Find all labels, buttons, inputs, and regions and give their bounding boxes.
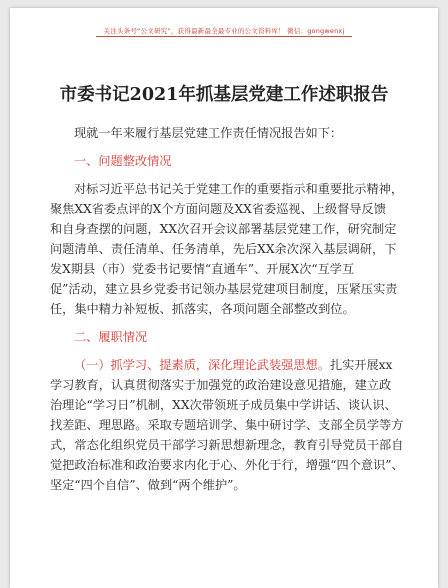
document-title: 市委书记2021年抓基层党建工作述职报告 xyxy=(59,85,389,105)
subsection-1-heading: （一）抓学习、提素质，深化理论武装强思想。 xyxy=(74,358,330,372)
section-2-heading: 二、履职情况 xyxy=(74,330,148,344)
section-2-first-line xyxy=(74,358,392,373)
section-1-heading: 一、问题整改情况 xyxy=(74,154,172,168)
header-divider xyxy=(96,36,352,37)
section-1-line: 和自身查摆的问题，XX次召开会议部署基层党建工作，研究制定 xyxy=(50,222,397,236)
header-banner: 关注头条号“公文研究”，获得最新最全最专业的公文资料库！ 微信：gongwenxj xyxy=(103,27,345,35)
section-1-line: 任，集中精力补短板、抓落实，各项问题全部整改到位。 xyxy=(50,302,355,316)
section-1-line: 对标习近平总书记关于党建工作的重要指示和重要批示精神， xyxy=(74,182,404,196)
section-1-line: 发X期县（市）党委书记要情“直通车”、开展X次“互学互 xyxy=(50,262,355,276)
section-2-line: 坚定“四个自信”、做到“两个维护”。 xyxy=(50,478,246,492)
section-2-line: 学习教育，认真贯彻落实于加强党的政治建设意见措施，建立政 xyxy=(50,378,392,392)
section-2-line: 式，常态化组织党员干部学习新思想新理念，教育引导党员干部自 xyxy=(50,438,404,452)
section-2-line: 找差距、理思路。采取专题培训学、集中研讨学、支部全员学等方 xyxy=(50,418,404,432)
section-1-line: 促”活动，建立县乡党委书记领办基层党建项目制度，压紧压实责 xyxy=(50,282,398,296)
intro-paragraph: 现就一年来履行基层党建工作责任情况报告如下： xyxy=(74,126,343,140)
section-2-line: 治理论“学习日”机制，XX次带领班子成员集中学讲话、谈认识、 xyxy=(50,398,397,412)
document-page xyxy=(10,8,438,588)
section-2-line-rest: 扎实开展xx xyxy=(329,358,393,372)
section-2-line: 觉把政治标准和政治要求内化于心、外化于行，增强“四个意识”、 xyxy=(50,458,404,472)
section-1-line: 问题清单、责任清单、任务清单，先后XX余次深入基层调研，下 xyxy=(50,242,397,256)
section-1-line: 聚焦XX省委点评的X个方面问题及XX省委巡视、上级督导反馈 xyxy=(50,202,386,216)
